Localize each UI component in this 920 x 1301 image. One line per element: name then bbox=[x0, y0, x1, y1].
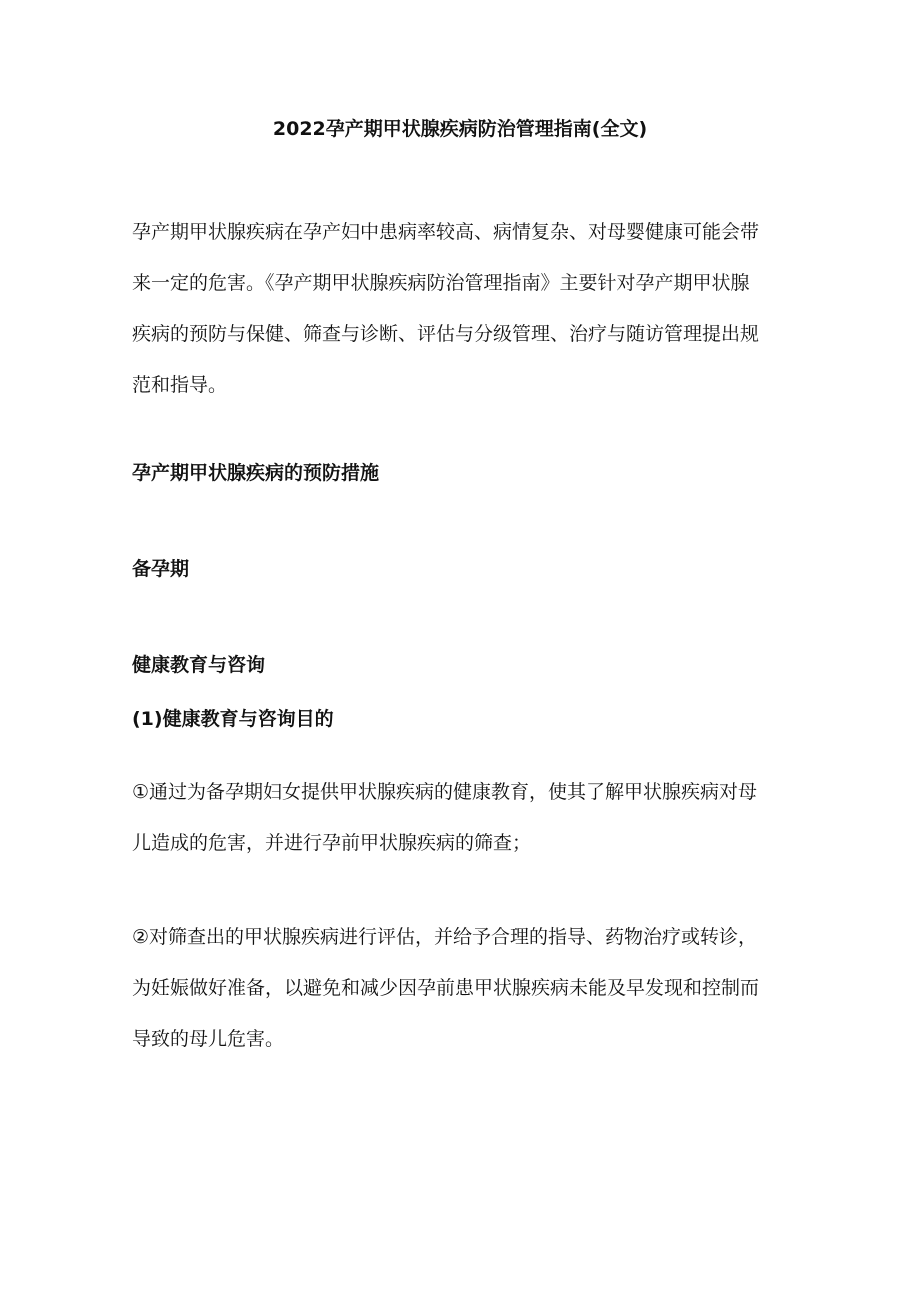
intro-line: 范和指导。 bbox=[132, 374, 228, 396]
document-title: 2022孕产期甲状腺疾病防治管理指南(全文) bbox=[272, 118, 648, 140]
section-heading: 孕产期甲状腺疾病的预防措施 bbox=[132, 462, 380, 484]
point-1-line: ①通过为备孕期妇女提供甲状腺疾病的健康教育，使其了解甲状腺疾病对母 bbox=[132, 781, 758, 803]
intro-paragraph bbox=[132, 207, 796, 411]
subsection-heading: 备孕期 bbox=[132, 558, 190, 580]
point-1-line: 儿造成的危害，并进行孕前甲状腺疾病的筛查； bbox=[132, 832, 532, 854]
topic-heading: 健康教育与咨询 bbox=[132, 654, 266, 676]
point-1-paragraph bbox=[132, 767, 796, 869]
point-2-line: ②对筛查出的甲状腺疾病进行评估，并给予合理的指导、药物治疗或转诊， bbox=[132, 926, 758, 948]
item-heading: (1)健康教育与咨询目的 bbox=[132, 708, 334, 730]
point-2-paragraph bbox=[132, 912, 796, 1065]
intro-line: 疾病的预防与保健、筛查与诊断、评估与分级管理、治疗与随访管理提出规 bbox=[132, 323, 760, 345]
intro-line: 孕产期甲状腺疾病在孕产妇中患病率较高、病情复杂、对母婴健康可能会带 bbox=[132, 221, 760, 243]
point-2-line: 导致的母儿危害。 bbox=[132, 1028, 285, 1050]
point-2-line: 为妊娠做好准备，以避免和减少因孕前患甲状腺疾病未能及早发现和控制而 bbox=[132, 977, 760, 999]
intro-line: 来一定的危害。《孕产期甲状腺疾病防治管理指南》主要针对孕产期甲状腺 bbox=[132, 272, 750, 294]
